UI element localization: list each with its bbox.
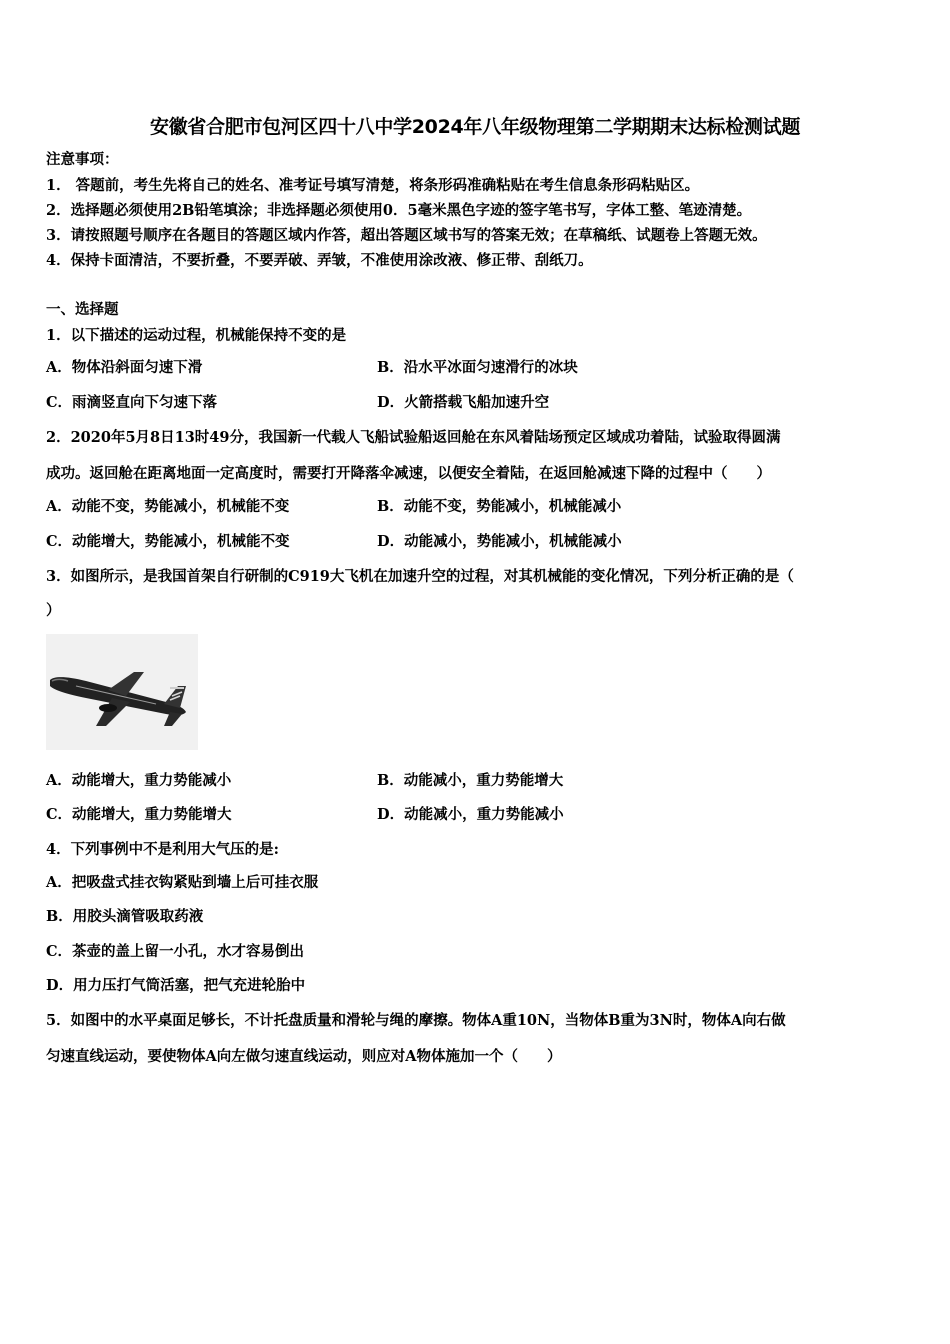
q4-option-b: B．用胶头滴管吸取药液	[46, 908, 204, 925]
q1-option-c: C．雨滴竖直向下匀速下落	[46, 394, 218, 411]
q4-option-a: A．把吸盘式挂衣钩紧贴到墙上后可挂衣服	[46, 874, 319, 891]
q2-option-d: D．动能减小，势能减小，机械能减小	[377, 533, 622, 550]
q5-stem-line-2: 匀速直线运动，要使物体A向左做匀速直线运动，则应对A物体施加一个（ ）	[46, 1048, 562, 1065]
q3-option-a: A．动能增大，重力势能减小	[46, 772, 232, 789]
q1-option-d: D．火箭搭载飞船加速升空	[377, 394, 550, 411]
c919-airplane-figure	[46, 634, 198, 750]
q3-option-d: D．动能减小，重力势能减小	[377, 806, 564, 823]
q3-option-b: B．动能减小，重力势能增大	[377, 772, 564, 789]
notice-item-2: 2．选择题必须使用2B铅笔填涂；非选择题必须使用0．5毫米黑色字迹的签字笔书写，字体工整、笔迹清楚。	[46, 202, 752, 219]
q2-stem-line-2: 成功。返回舱在距离地面一定高度时，需要打开降落伞减速，以便安全着陆，在返回舱减速下降的过程中（ ）	[46, 465, 771, 482]
notice-heading: 注意事项：	[46, 151, 119, 168]
q2-stem-line-1: 2．2020年5月8日13时49分，我国新一代载人飞船试验船返回舱在东风着陆场预定区域成功着陆，试验取得圆满	[46, 429, 781, 446]
q4-stem: 4．下列事例中不是利用大气压的是:	[46, 841, 279, 858]
q2-option-a: A．动能不变，势能减小，机械能不变	[46, 498, 290, 515]
section-heading: 一、选择题	[46, 301, 119, 318]
q1-stem: 1．以下描述的运动过程，机械能保持不变的是	[46, 327, 347, 344]
q3-stem-line-2: ）	[46, 602, 61, 619]
q4-option-c: C．茶壶的盖上留一小孔，水才容易倒出	[46, 943, 305, 960]
q5-stem-line-1: 5．如图中的水平桌面足够长，不计托盘质量和滑轮与绳的摩擦。物体A重10N，当物体B重为3N时，物体A向右做	[46, 1012, 786, 1029]
q3-option-c: C．动能增大，重力势能增大	[46, 806, 232, 823]
q1-option-b: B．沿水平冰面匀速滑行的冰块	[377, 359, 578, 376]
q4-option-d: D．用力压打气筒活塞，把气充进轮胎中	[46, 977, 306, 994]
q2-option-b: B．动能不变，势能减小，机械能减小	[377, 498, 622, 515]
q1-option-a: A．物体沿斜面匀速下滑	[46, 359, 203, 376]
notice-item-4: 4．保持卡面清洁，不要折叠，不要弄破、弄皱，不准使用涂改液、修正带、刮纸刀。	[46, 252, 593, 269]
exam-title: 安徽省合肥市包河区四十八中学2024年八年级物理第二学期期末达标检测试题	[149, 116, 801, 138]
notice-item-1: 1． 答题前，考生先将自己的姓名、准考证号填写清楚，将条形码准确粘贴在考生信息条形码粘贴区。	[46, 177, 700, 194]
q3-stem-line-1: 3．如图所示，是我国首架自行研制的C919大飞机在加速升空的过程，对其机械能的变化情况，下列分析正确的是（	[46, 568, 794, 585]
airplane-icon	[46, 634, 198, 750]
notice-item-3: 3．请按照题号顺序在各题目的答题区域内作答，超出答题区域书写的答案无效；在草稿纸、试题卷上答题无效。	[46, 227, 767, 244]
q2-option-c: C．动能增大，势能减小，机械能不变	[46, 533, 290, 550]
